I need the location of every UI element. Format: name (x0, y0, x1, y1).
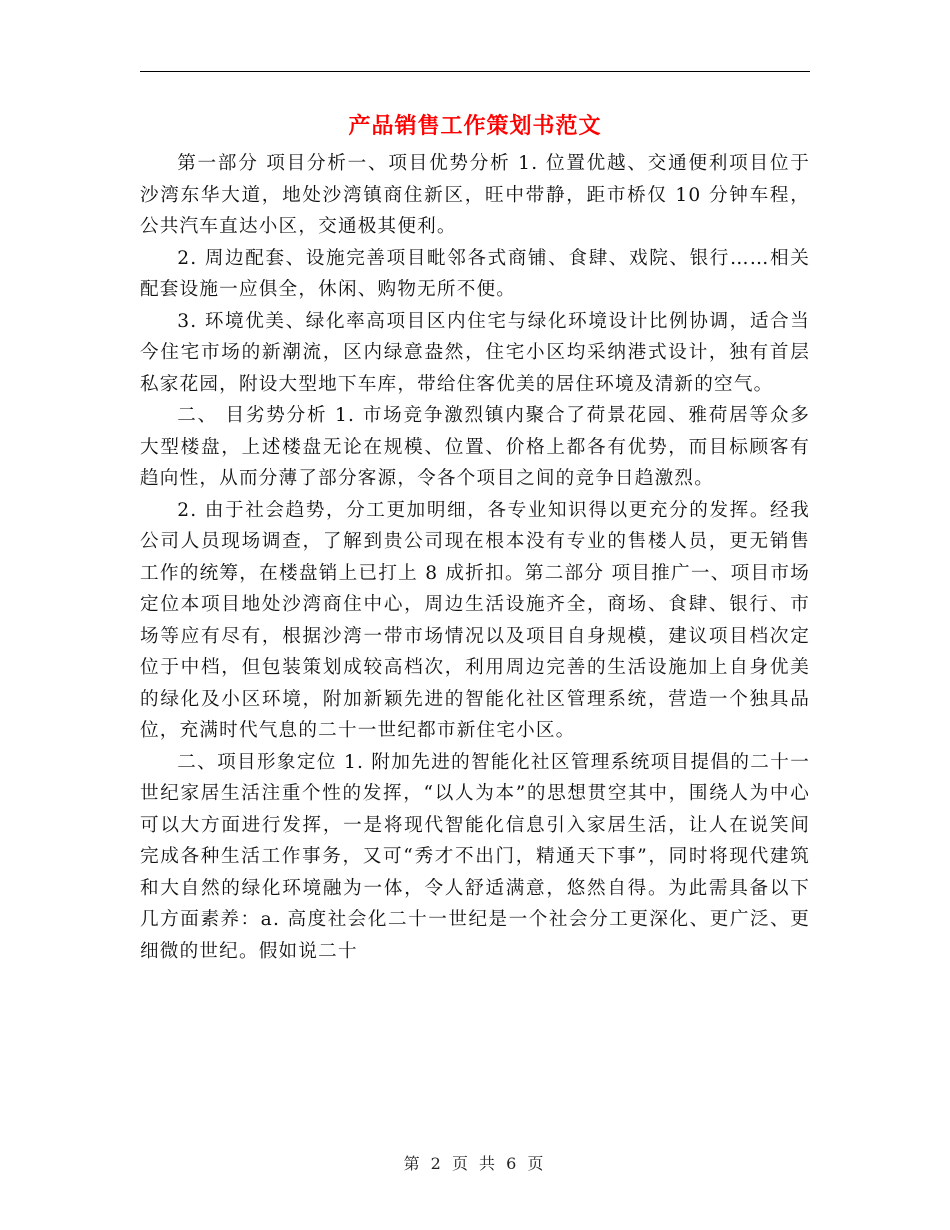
paragraph-2: 2. 周边配套、设施完善项目毗邻各式商铺、食肆、戏院、银行……相关配套设施一应俱全，休闲、购物无所不便。 (140, 247, 810, 300)
page-number-footer: 第 2 页 共 6 页 (403, 1154, 547, 1173)
header-rule (140, 71, 810, 72)
paragraph-4: 二、 目劣势分析 1. 市场竞争激烈镇内聚合了荷景花园、雅荷居等众多大型楼盘，上述楼盘无论在规模、位置、价格上都各有优势，而目标顾客有趋向性，从而分薄了部分客源，令各个项目之间的竞争日趋激烈。 (140, 405, 810, 489)
paragraph-6: 二、项目形象定位 1. 附加先进的智能化社区管理系统项目提倡的二十一世纪家居生活注重个性的发挥，“以人为本”的思想贯空其中，围绕人为中心可以大方面进行发挥，一是将现代智能化信息引入家居生活，让人在说笑间完成各种生活工作事务，又可“秀才不出门，精通天下事”，同时将现代建筑和大自然的绿化环境融为一体，令人舒适满意，悠然自得。为此需具备以下几方面素养：a. 高度社会化二十一世纪是一个社会分工更深化、更广泛、更细微的世纪。假如说二十 (140, 751, 810, 962)
document-body (140, 148, 810, 967)
paragraph-3: 3. 环境优美、绿化率高项目区内住宅与绿化环境设计比例协调，适合当今住宅市场的新潮流，区内绿意盎然，住宅小区均采纳港式设计，独有首层私家花园，附设大型地下车库，带给住客优美的居住环境及清新的空气。 (140, 310, 810, 395)
document-title: 产品销售工作策划书范文 (348, 113, 602, 139)
paragraph-5: 2. 由于社会趋势，分工更加明细，各专业知识得以更充分的发挥。经我公司人员现场调查，了解到贵公司现在根本没有专业的售楼人员，更无销售工作的统筹，在楼盘销上已打上 8 成折扣。第二部分 项目推广一、项目市场定位本项目地处沙湾商住中心，周边生活设施齐全，商场、食肆、银行、市场等应有尽有，根据沙湾一带市场情况以及项目自身规模，建议项目档次定位于中档，但包装策划成较高档次，利用周边完善的生活设施加上自身优美的绿化及小区环境，附加新颖先进的智能化社区管理系统，营造一个独具品位，充满时代气息的二十一世纪都市新住宅小区。 (140, 499, 810, 741)
paragraph-1: 第一部分 项目分析一、项目优势分析 1. 位置优越、交通便利项目位于沙湾东华大道，地处沙湾镇商住新区，旺中带静，距市桥仅 10 分钟车程，公共汽车直达小区，交通极其便利。 (140, 153, 810, 237)
